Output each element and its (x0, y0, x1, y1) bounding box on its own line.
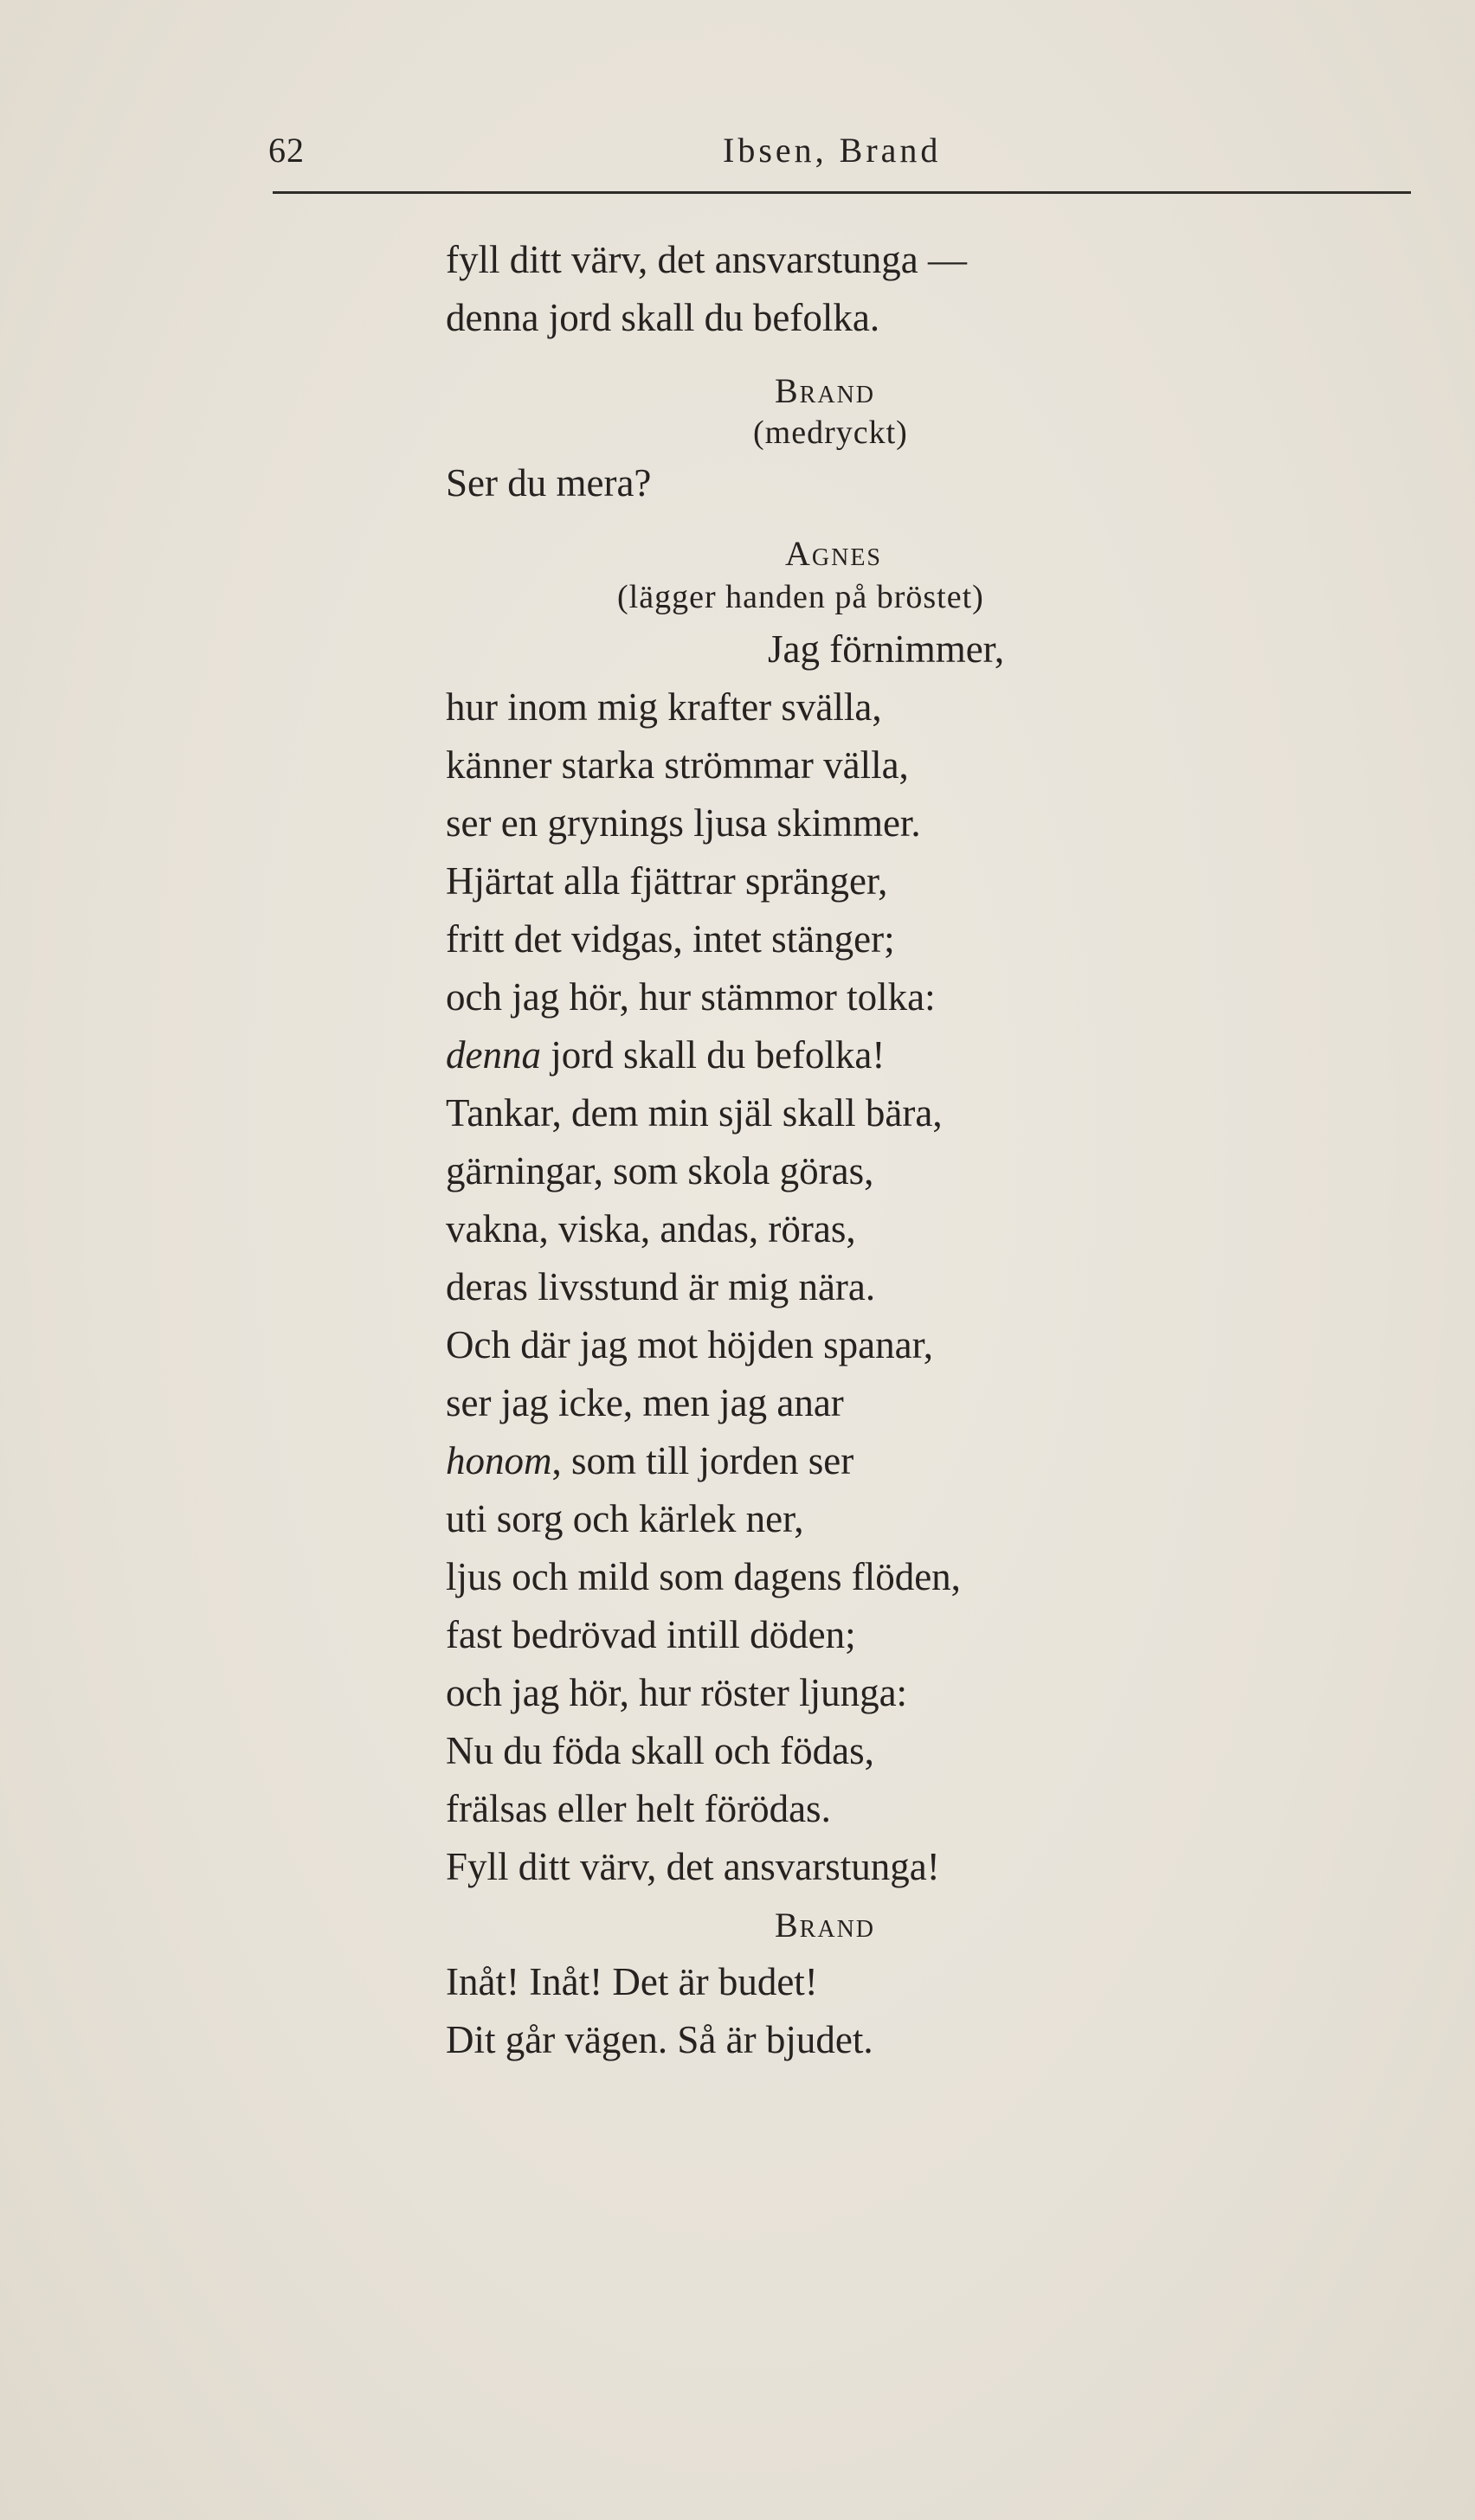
verse-line: uti sorg och kärlek ner, (446, 1497, 804, 1540)
verse-line: Fyll ditt värv, det ansvarstunga! (446, 1845, 940, 1888)
verse-line: Inåt! Inåt! Det är budet! (446, 1960, 818, 2003)
verse-line-rest: jord skall du befolka! (540, 1033, 886, 1077)
verse-line: frälsas eller helt förödas. (446, 1787, 831, 1830)
verse-line-rest: , som till jorden ser (551, 1439, 854, 1482)
verse-line: vakna, viska, andas, röras, (446, 1207, 856, 1250)
verse-line: känner starka strömmar välla, (446, 743, 909, 787)
verse-line: ser jag icke, men jag anar (446, 1381, 844, 1424)
speaker-name: Agnes (785, 534, 883, 573)
verse-line: Tankar, dem min själ skall bära, (446, 1091, 943, 1135)
page-number: 62 (268, 131, 305, 170)
verse-line: Ser du mera? (446, 461, 652, 505)
speaker-name: Brand (775, 371, 876, 410)
stage-direction: (lägger handen på bröstet) (617, 579, 984, 615)
italic-word: denna (446, 1033, 541, 1077)
italic-word: honom (446, 1439, 552, 1482)
verse-line: Jag förnimmer, (768, 627, 1005, 671)
page-header (268, 130, 1411, 190)
verse-line: hur inom mig krafter svälla, (446, 685, 882, 729)
verse-line: fritt det vidgas, intet stänger; (446, 917, 895, 961)
verse-line: fyll ditt värv, det ansvarstunga — (446, 238, 967, 281)
speaker-name: Brand (775, 1906, 876, 1945)
verse-line: ser en grynings ljusa skimmer. (446, 801, 921, 845)
verse-line: Dit går vägen. Så är bjudet. (446, 2018, 873, 2061)
verse-line: denna jord skall du befolka. (446, 296, 880, 339)
verse-line: Och där jag mot höjden spanar, (446, 1323, 934, 1366)
verse-line: och jag hör, hur stämmor tolka: (446, 975, 936, 1019)
verse-line: gärningar, som skola göras, (446, 1149, 874, 1192)
verse-line: ljus och mild som dagens flöden, (446, 1555, 961, 1598)
verse-line: Nu du föda skall och födas, (446, 1729, 874, 1772)
verse-line: Hjärtat alla fjättrar spränger, (446, 859, 888, 903)
verse-line (446, 1029, 885, 1081)
header-rule (273, 191, 1411, 194)
running-title: Ibsen, Brand (723, 131, 942, 170)
verse-line: deras livsstund är mig nära. (446, 1265, 876, 1308)
verse-line: och jag hör, hur röster ljunga: (446, 1671, 908, 1714)
stage-direction: (medryckt) (753, 415, 908, 451)
verse-line: fast bedrövad intill döden; (446, 1613, 856, 1656)
verse-line (446, 1435, 853, 1487)
